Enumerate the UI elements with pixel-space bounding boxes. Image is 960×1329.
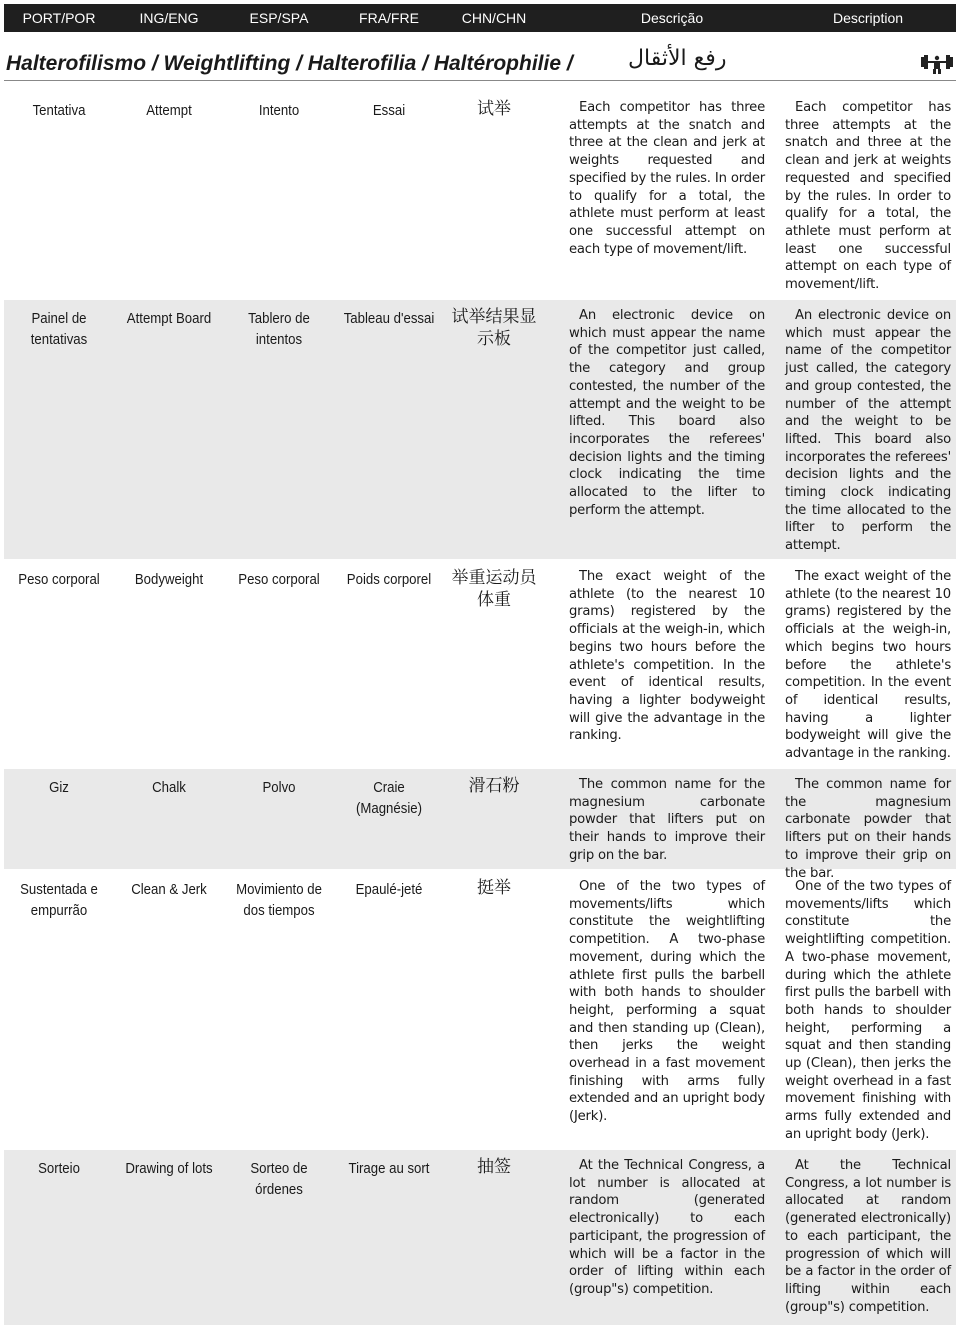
term-fre: Essai bbox=[372, 102, 406, 119]
term-spa: Sorteo de órdenes bbox=[250, 1160, 308, 1198]
term-spa: Polvo bbox=[262, 779, 296, 796]
term-chn: 抽签 bbox=[477, 1157, 511, 1176]
description-en: Each competitor has three attempts at the snatch and three at the clean and jerk at weights requested and specified by the rules. In order to qualify for a total, the athlete must perform at least one successful attempt on each type of movement/lift. bbox=[785, 100, 951, 293]
column-header-bar bbox=[4, 4, 956, 32]
term-eng: Attempt bbox=[146, 102, 192, 119]
term-fre: Tableau d'essai bbox=[343, 310, 435, 327]
header-desc-en: Description bbox=[832, 10, 904, 26]
description-pt: At the Technical Congress, a lot number is allocated at random (generated electronically) to each participant, the progression of which will be a factor in the order of lifting within each (group"s) competition. bbox=[569, 1158, 765, 1297]
description-en: The common name for the magnesium carbonate powder that lifters put on their hands to improve their grip on the bar. bbox=[785, 777, 951, 881]
term-fre: Tirage au sort bbox=[348, 1160, 430, 1177]
term-por: Peso corporal bbox=[18, 571, 100, 588]
header-eng: ING/ENG bbox=[139, 10, 199, 26]
section-title bbox=[4, 46, 956, 81]
term-por: Sustentada e empurrão bbox=[20, 881, 98, 919]
term-spa: Tablero de intentos bbox=[248, 310, 310, 348]
description-pt: The exact weight of the athlete (to the nearest 10 grams) registered by the officials at the weigh-in, which begins two hours before the athlete's competition. In the event of identical results, having a lighter bodyweight will give the advantage in the ranking. bbox=[569, 569, 765, 744]
term-fre: Poids corporel bbox=[346, 571, 432, 588]
term-row-bodyweight bbox=[4, 561, 956, 767]
description-pt: The common name for the magnesium carbonate powder that lifters put on their hands to improve their grip on the bar. bbox=[569, 777, 765, 863]
description-en: The exact weight of the athlete (to the nearest 10 grams) registered by the officials at the weigh-in, which begins two hours before the athlete's competition. In the event of identical results, having a lighter bodyweight will give the advantage in the ranking. bbox=[785, 569, 951, 762]
description-pt: Each competitor has three attempts at the snatch and three at the clean and jerk at weights requested and specified by the rules. In order to qualify for a total, the athlete must perform at least one successful attempt on each type of movement/lift. bbox=[569, 100, 765, 257]
term-por: Painel de tentativas bbox=[30, 310, 88, 348]
description-pt: An electronic device on which must appear the name of the competitor just called, the category and group contested, the number of the attempt and the weight to be lifted. This board also incorporates the referees' decision lights and the timing clock indicating the time allocated to the lifter to perform the attempt. bbox=[569, 308, 765, 518]
term-eng: Bodyweight bbox=[134, 571, 204, 588]
description-en: An electronic device on which must appear the name of the competitor just called, the category and group contested, the number of the attempt and the weight to be lifted. This board also incorporates the referees' decision lights and the timing clock indicating the time allocated to the lifter to perform the attempt. bbox=[785, 308, 951, 554]
header-fre: FRA/FRE bbox=[359, 10, 419, 26]
sport-title-arabic: رفع الأثقال bbox=[628, 46, 727, 71]
weightlifter-icon bbox=[920, 54, 954, 74]
term-fre: Craie (Magnésie) bbox=[355, 779, 423, 817]
header-por: PORT/POR bbox=[22, 10, 96, 26]
description-en: At the Technical Congress, a lot number is allocated at random (generated electronically) to each participant, the progression of which will be a factor in the order of lifting within each (group"s) competition. bbox=[785, 1158, 951, 1315]
term-row-clean-jerk bbox=[4, 871, 956, 1148]
description-pt: One of the two types of movements/lifts which constitute the weightlifting competition. A two-phase movement, during which the athlete first pulls the barbell with both hands to shoulder height, performing a squat and then standing up (Clean), then jerks the weight overhead in a fast movement finishing with arms fully extended and an upright body (Jerk). bbox=[569, 879, 765, 1125]
term-chn: 试举 bbox=[477, 99, 511, 118]
term-spa: Peso corporal bbox=[238, 571, 320, 588]
term-chn: 挺举 bbox=[477, 878, 511, 897]
term-chn: 举重运动员体重 bbox=[451, 568, 537, 609]
header-spa: ESP/SPA bbox=[249, 10, 309, 26]
term-eng: Chalk bbox=[152, 779, 186, 796]
term-fre: Epaulé-jeté bbox=[355, 881, 423, 898]
term-row-attempt bbox=[4, 92, 956, 298]
term-spa: Movimiento de dos tiempos bbox=[236, 881, 322, 919]
term-chn: 试举结果显示板 bbox=[451, 307, 537, 348]
term-eng: Clean & Jerk bbox=[131, 881, 207, 898]
sport-title: Halterofilismo / Weightlifting / Halterofilia / Haltérophilie / bbox=[6, 52, 573, 75]
term-spa: Intento bbox=[258, 102, 300, 119]
header-chn: CHN/CHN bbox=[461, 10, 527, 26]
term-row-chalk bbox=[4, 769, 956, 881]
term-eng: Drawing of lots bbox=[125, 1160, 213, 1177]
term-chn: 滑石粉 bbox=[468, 776, 520, 795]
term-por: Sorteio bbox=[38, 1160, 80, 1177]
term-row-attempt-board bbox=[4, 300, 956, 559]
header-desc-pt: Descrição bbox=[640, 10, 704, 26]
term-por: Tentativa bbox=[32, 102, 86, 119]
description-en: One of the two types of movements/lifts which constitute the weightlifting competition. A two-phase movement, during which the athlete first pulls the barbell with both hands to shoulder height, performing a squat and then standing up (Clean), then jerks the weight overhead in a fast movement finishing with arms fully extended and an upright body (Jerk). bbox=[785, 879, 951, 1142]
term-por: Giz bbox=[49, 779, 69, 796]
term-row-drawing-of-lots bbox=[4, 1150, 956, 1325]
term-eng: Attempt Board bbox=[126, 310, 212, 327]
